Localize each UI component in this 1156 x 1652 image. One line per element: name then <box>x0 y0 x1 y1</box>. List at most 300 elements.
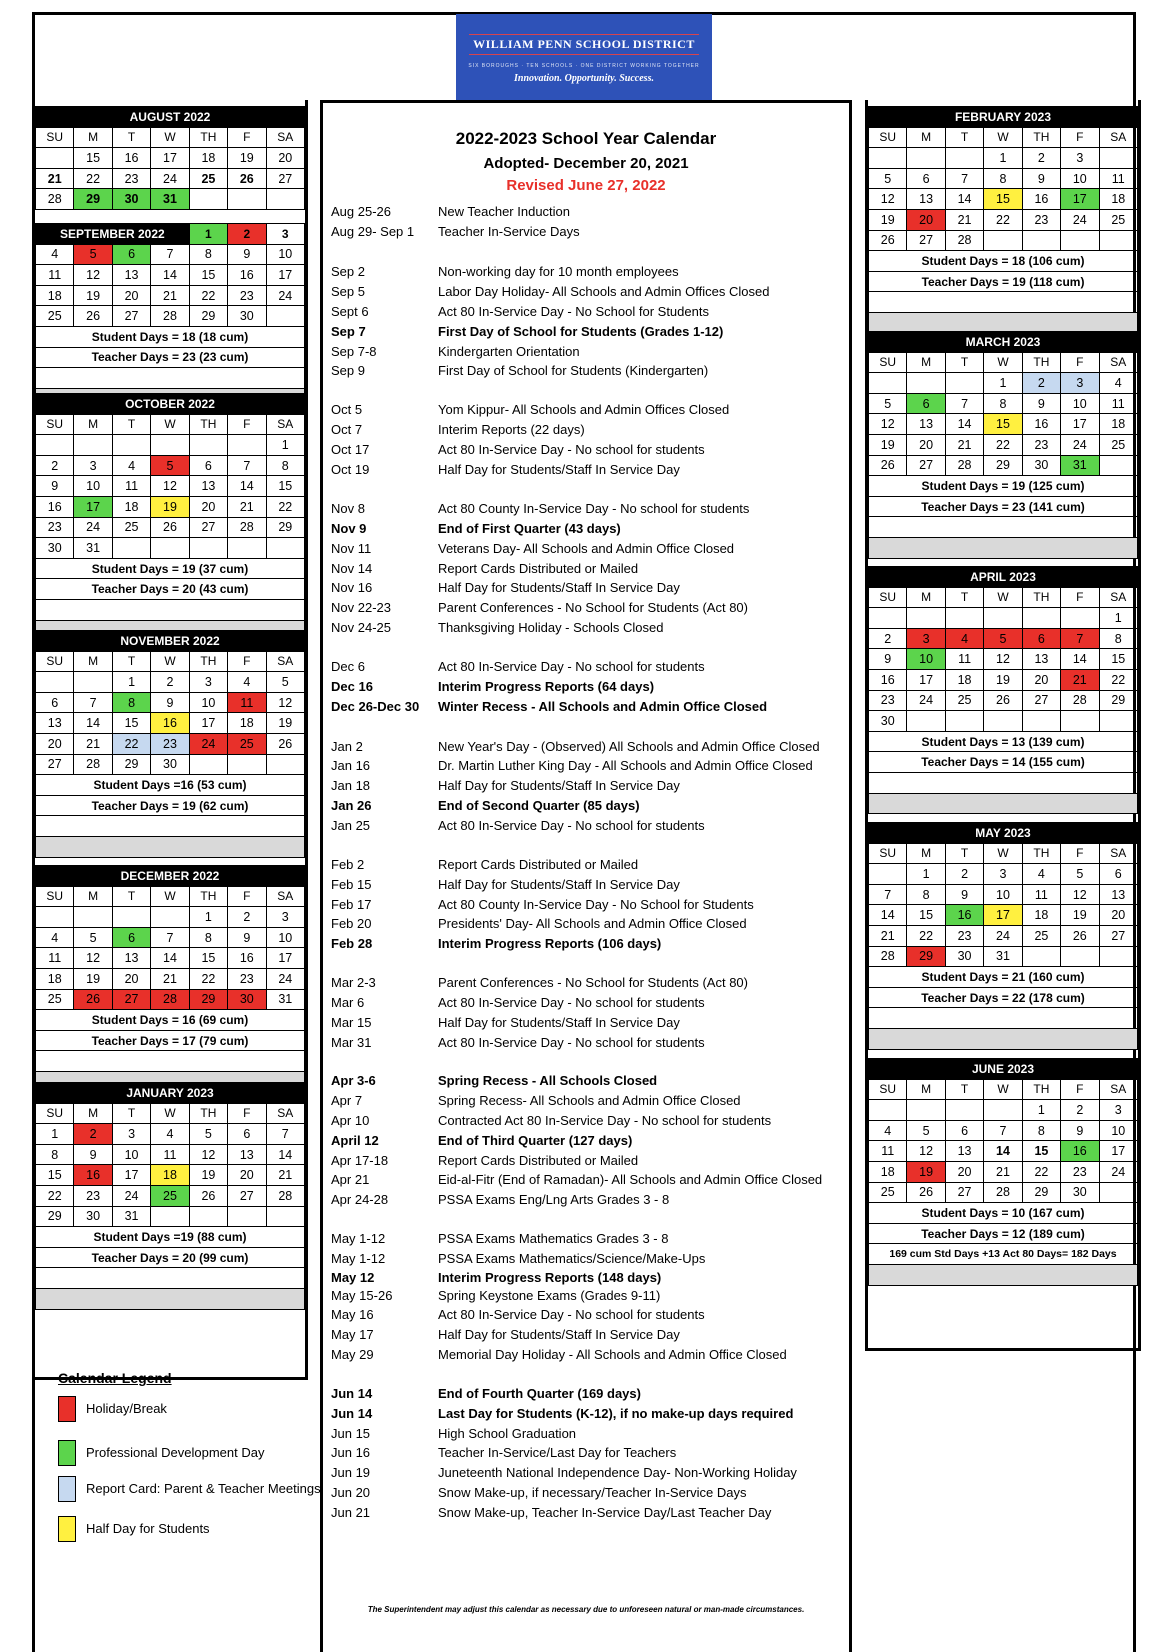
day-cell: 6 <box>907 168 945 189</box>
day-cell: 24 <box>1099 1161 1137 1182</box>
day-cell: 31 <box>266 989 304 1010</box>
event-date: Oct 17 <box>331 442 370 457</box>
day-cell <box>984 711 1022 732</box>
day-cell: 29 <box>266 517 304 538</box>
day-cell: 21 <box>266 1165 304 1186</box>
event-date: May 1-12 <box>331 1251 386 1266</box>
event-date: Jan 25 <box>331 818 371 833</box>
day-cell <box>228 754 266 775</box>
day-cell: 29 <box>1022 1182 1060 1203</box>
day-cell: 1 <box>189 224 227 245</box>
day-cell: 30 <box>1061 1182 1099 1203</box>
legend-label: Professional Development Day <box>86 1445 265 1460</box>
weekday-header: TH <box>189 651 227 672</box>
day-cell <box>189 538 227 559</box>
day-cell: 8 <box>189 927 227 948</box>
day-cell: 23 <box>112 168 150 189</box>
month-february-2023 <box>868 106 1138 334</box>
day-cell: 20 <box>1099 905 1137 926</box>
day-cell <box>869 1100 907 1121</box>
legend-swatch <box>58 1476 76 1502</box>
day-cell: 9 <box>1022 393 1060 414</box>
day-cell: 15 <box>984 189 1022 210</box>
event-date: Oct 19 <box>331 462 370 477</box>
day-cell: 31 <box>74 538 112 559</box>
day-cell: 24 <box>1061 209 1099 230</box>
day-cell: 18 <box>1099 189 1137 210</box>
weekday-header: SA <box>1099 127 1137 148</box>
event-description: Snow Make-up, Teacher In-Service Day/Last Teacher Day <box>438 1505 772 1520</box>
day-cell: 27 <box>1099 925 1137 946</box>
day-cell <box>266 1206 304 1227</box>
day-cell: 3 <box>1099 1100 1137 1121</box>
day-cell: 21 <box>151 968 189 989</box>
event-date: May 29 <box>331 1347 374 1362</box>
month-name: DECEMBER 2022 <box>36 866 305 887</box>
event-date: Feb 28 <box>331 936 373 951</box>
legend-label: Holiday/Break <box>86 1401 167 1416</box>
day-cell: 15 <box>1099 649 1137 670</box>
day-cell: 11 <box>1099 168 1137 189</box>
day-cell: 26 <box>1061 925 1099 946</box>
day-cell: 10 <box>112 1144 150 1165</box>
weekday-header: SA <box>1099 843 1137 864</box>
event-date: Oct 5 <box>331 402 363 417</box>
weekday-header: M <box>74 651 112 672</box>
event-description: Half Day for Students/Staff In Service Day <box>438 462 680 477</box>
event-description: Interim Progress Reports (64 days) <box>438 679 655 694</box>
weekday-header: W <box>151 1103 189 1124</box>
day-cell: 21 <box>1061 669 1099 690</box>
day-cell <box>36 672 74 693</box>
right-month-column <box>865 100 1141 1351</box>
day-cell <box>151 1206 189 1227</box>
event-description: Interim Progress Reports (148 days) <box>438 1270 662 1285</box>
event-date: Feb 17 <box>331 897 372 912</box>
day-cell: 3 <box>1061 373 1099 394</box>
day-cell: 8 <box>1099 628 1137 649</box>
day-cell: 8 <box>907 884 945 905</box>
day-cell: 17 <box>151 148 189 169</box>
legend-swatch <box>58 1440 76 1466</box>
day-cell: 1 <box>907 864 945 885</box>
event-date: Jan 16 <box>331 758 371 773</box>
event-description: End of Fourth Quarter (169 days) <box>438 1386 641 1401</box>
district-logo <box>456 14 712 100</box>
event-description: First Day of School for Students (Grades 1-12) <box>438 324 724 339</box>
weekday-header: TH <box>1022 1079 1060 1100</box>
weekday-header: T <box>112 1103 150 1124</box>
event-date: Nov 8 <box>331 501 365 516</box>
day-cell: 26 <box>151 517 189 538</box>
day-cell: 13 <box>228 1144 266 1165</box>
month-name: APRIL 2023 <box>869 567 1138 588</box>
event-description: Spring Recess - All Schools Closed <box>438 1073 658 1088</box>
day-cell: 11 <box>36 265 74 286</box>
day-cell: 2 <box>151 672 189 693</box>
revised-date: Revised June 27, 2022 <box>506 177 666 194</box>
day-cell: 7 <box>945 168 983 189</box>
day-cell: 28 <box>945 230 983 251</box>
student-days-total: Student Days = 10 (167 cum) <box>869 1203 1138 1224</box>
legend-label: Report Card: Parent & Teacher Meetings <box>86 1481 321 1496</box>
event-date: May 15-26 <box>331 1288 393 1303</box>
day-cell: 21 <box>228 496 266 517</box>
weekday-header: SU <box>36 651 74 672</box>
district-tagline: SIX BOROUGHS · TEN SCHOOLS · ONE DISTRICT WORKING TOGETHER <box>468 63 700 69</box>
month-may-2023 <box>868 822 1138 1050</box>
day-cell <box>1022 711 1060 732</box>
event-date: Dec 16 <box>331 679 373 694</box>
blank-row <box>869 1008 1138 1029</box>
day-cell: 31 <box>112 1206 150 1227</box>
weekday-header: M <box>74 886 112 907</box>
weekday-header: M <box>907 352 945 373</box>
day-cell: 14 <box>228 476 266 497</box>
day-cell: 26 <box>189 1185 227 1206</box>
event-date: May 12 <box>331 1270 375 1285</box>
day-cell: 17 <box>266 265 304 286</box>
event-description: Veterans Day- All Schools and Admin Office Closed <box>438 541 735 556</box>
day-cell: 24 <box>112 1185 150 1206</box>
day-cell: 8 <box>266 455 304 476</box>
weekday-header: W <box>151 414 189 435</box>
day-cell: 8 <box>112 692 150 713</box>
day-cell <box>869 608 907 629</box>
day-cell: 5 <box>189 1124 227 1145</box>
calendar-title: 2022-2023 School Year Calendar <box>455 129 717 148</box>
day-cell: 24 <box>266 968 304 989</box>
event-description: Report Cards Distributed or Mailed <box>438 857 639 872</box>
day-cell: 11 <box>36 948 74 969</box>
day-cell: 23 <box>1022 209 1060 230</box>
day-cell <box>1022 230 1060 251</box>
weekday-header: W <box>151 886 189 907</box>
day-cell: 5 <box>74 927 112 948</box>
day-cell: 12 <box>1061 884 1099 905</box>
event-date: May 16 <box>331 1307 374 1322</box>
day-cell: 8 <box>984 393 1022 414</box>
day-cell: 6 <box>36 692 74 713</box>
event-description: Half Day for Students/Staff In Service Day <box>438 1327 680 1342</box>
day-cell <box>228 538 266 559</box>
event-description: Parent Conferences - No School for Students (Act 80) <box>438 600 748 615</box>
day-cell: 18 <box>228 713 266 734</box>
event-date: Apr 24-28 <box>331 1192 389 1207</box>
day-cell: 25 <box>1022 925 1060 946</box>
day-cell: 20 <box>112 968 150 989</box>
teacher-days-total: Teacher Days = 23 (23 cum) <box>36 347 305 368</box>
day-cell: 14 <box>151 948 189 969</box>
day-cell: 7 <box>984 1120 1022 1141</box>
day-cell: 17 <box>189 713 227 734</box>
event-date: Jan 26 <box>331 798 372 813</box>
day-cell: 8 <box>189 244 227 265</box>
day-cell: 10 <box>1061 393 1099 414</box>
event-date: Jun 14 <box>331 1406 373 1421</box>
day-cell: 6 <box>189 455 227 476</box>
day-cell: 6 <box>1022 628 1060 649</box>
day-cell: 11 <box>945 649 983 670</box>
day-cell: 18 <box>36 968 74 989</box>
day-cell: 30 <box>869 711 907 732</box>
blank-row <box>36 1268 305 1289</box>
event-date: Dec 6 <box>331 659 365 674</box>
day-cell: 22 <box>984 209 1022 230</box>
event-date: May 1-12 <box>331 1231 386 1246</box>
student-days-total: Student Days = 18 (106 cum) <box>869 251 1138 272</box>
day-cell: 23 <box>74 1185 112 1206</box>
day-cell: 13 <box>907 414 945 435</box>
day-cell: 29 <box>189 306 227 327</box>
separator-row <box>869 793 1138 814</box>
day-cell: 18 <box>1022 905 1060 926</box>
weekday-header: F <box>1061 1079 1099 1100</box>
day-cell: 1 <box>1099 608 1137 629</box>
day-cell: 13 <box>189 476 227 497</box>
day-cell: 23 <box>228 285 266 306</box>
day-cell: 27 <box>266 168 304 189</box>
day-cell: 5 <box>984 628 1022 649</box>
day-cell: 7 <box>151 927 189 948</box>
total-days-summary: 169 cum Std Days +13 Act 80 Days= 182 Days <box>869 1244 1138 1265</box>
day-cell <box>1061 230 1099 251</box>
blank-row <box>36 599 305 620</box>
day-cell: 7 <box>869 884 907 905</box>
day-cell: 25 <box>945 690 983 711</box>
day-cell: 30 <box>228 306 266 327</box>
event-date: Jan 18 <box>331 778 371 793</box>
day-cell: 6 <box>907 393 945 414</box>
day-cell: 25 <box>228 733 266 754</box>
day-cell <box>36 435 74 456</box>
day-cell: 29 <box>112 754 150 775</box>
event-date: Mar 15 <box>331 1015 372 1030</box>
day-cell: 7 <box>74 692 112 713</box>
day-cell: 12 <box>869 414 907 435</box>
blank-row <box>36 368 305 389</box>
weekday-header: W <box>984 1079 1022 1100</box>
day-cell: 27 <box>907 455 945 476</box>
event-date: Apr 21 <box>331 1172 370 1187</box>
day-cell: 11 <box>1099 393 1137 414</box>
day-cell <box>945 373 983 394</box>
student-days-total: Student Days = 19 (125 cum) <box>869 476 1138 497</box>
event-description: Eid-al-Fitr (End of Ramadan)- All Schools and Admin Office Closed <box>438 1172 823 1187</box>
day-cell: 19 <box>984 669 1022 690</box>
separator-row <box>869 1264 1138 1285</box>
day-cell: 23 <box>36 517 74 538</box>
day-cell: 11 <box>869 1141 907 1162</box>
day-cell: 28 <box>1061 690 1099 711</box>
day-cell: 20 <box>1022 669 1060 690</box>
day-cell: 15 <box>112 713 150 734</box>
event-description: Act 80 County In-Service Day - No School for Students <box>438 897 754 912</box>
day-cell: 4 <box>1022 864 1060 885</box>
event-description: Half Day for Students/Staff In Service Day <box>438 778 680 793</box>
day-cell: 7 <box>1061 628 1099 649</box>
day-cell: 28 <box>74 754 112 775</box>
event-date: Oct 7 <box>331 422 363 437</box>
weekday-header: W <box>151 651 189 672</box>
day-cell: 22 <box>1099 669 1137 690</box>
event-description: End of First Quarter (43 days) <box>438 521 621 536</box>
day-cell <box>266 754 304 775</box>
event-date: Nov 11 <box>331 541 372 556</box>
day-cell: 8 <box>1022 1120 1060 1141</box>
weekday-header: F <box>1061 587 1099 608</box>
day-cell: 21 <box>74 733 112 754</box>
day-cell: 18 <box>869 1161 907 1182</box>
blank-row <box>869 517 1138 538</box>
day-cell: 23 <box>1022 434 1060 455</box>
student-days-total: Student Days = 21 (160 cum) <box>869 967 1138 988</box>
day-cell: 24 <box>1061 434 1099 455</box>
student-days-total: Student Days = 13 (139 cum) <box>869 731 1138 752</box>
weekday-header: SA <box>266 651 304 672</box>
day-cell: 4 <box>36 927 74 948</box>
event-date: Sept 6 <box>331 304 369 319</box>
weekday-header: TH <box>1022 127 1060 148</box>
day-cell: 6 <box>112 244 150 265</box>
weekday-header: F <box>228 127 266 148</box>
day-cell: 24 <box>984 925 1022 946</box>
day-cell: 16 <box>112 148 150 169</box>
day-cell: 8 <box>36 1144 74 1165</box>
weekday-header: TH <box>189 1103 227 1124</box>
day-cell: 28 <box>984 1182 1022 1203</box>
day-cell: 2 <box>1022 148 1060 169</box>
event-description: Non-working day for 10 month employees <box>438 264 679 279</box>
event-date: Apr 7 <box>331 1093 363 1108</box>
day-cell: 24 <box>74 517 112 538</box>
day-cell: 21 <box>945 434 983 455</box>
weekday-header: T <box>945 587 983 608</box>
day-cell: 17 <box>1099 1141 1137 1162</box>
event-description: New Year's Day - (Observed) All Schools and Admin Office Closed <box>438 739 820 754</box>
month-october-2022 <box>35 393 305 641</box>
event-description: End of Third Quarter (127 days) <box>438 1133 633 1148</box>
day-cell <box>907 711 945 732</box>
event-date: Nov 14 <box>331 561 373 576</box>
day-cell: 17 <box>74 496 112 517</box>
event-description: Act 80 In-Service Day - No school for students <box>438 659 705 674</box>
student-days-total: Student Days = 19 (37 cum) <box>36 558 305 579</box>
day-cell: 3 <box>112 1124 150 1145</box>
month-name: AUGUST 2022 <box>36 107 305 128</box>
event-description: Presidents' Day- All Schools and Admin Office Closed <box>438 916 747 931</box>
day-cell: 22 <box>74 168 112 189</box>
event-date: Mar 2-3 <box>331 975 376 990</box>
day-cell: 28 <box>36 189 74 210</box>
event-date: Jun 20 <box>331 1485 371 1500</box>
day-cell <box>907 608 945 629</box>
day-cell: 28 <box>228 517 266 538</box>
teacher-days-total: Teacher Days = 20 (43 cum) <box>36 579 305 600</box>
teacher-days-total: Teacher Days = 19 (118 cum) <box>869 271 1138 292</box>
weekday-header: M <box>907 587 945 608</box>
weekday-header: SU <box>869 127 907 148</box>
event-date: Feb 20 <box>331 916 372 931</box>
weekday-header: TH <box>189 414 227 435</box>
month-name: JUNE 2023 <box>869 1059 1138 1080</box>
weekday-header: W <box>984 587 1022 608</box>
weekday-header: W <box>151 127 189 148</box>
day-cell: 16 <box>1061 1141 1099 1162</box>
day-cell: 19 <box>74 968 112 989</box>
day-cell: 8 <box>984 168 1022 189</box>
day-cell: 29 <box>189 989 227 1010</box>
day-cell: 26 <box>984 690 1022 711</box>
day-cell: 24 <box>189 733 227 754</box>
day-cell <box>189 1206 227 1227</box>
day-cell: 5 <box>74 244 112 265</box>
day-cell: 3 <box>74 455 112 476</box>
day-cell: 13 <box>112 948 150 969</box>
day-cell: 1 <box>984 148 1022 169</box>
event-date: Apr 17-18 <box>331 1153 389 1168</box>
event-description: First Day of School for Students (Kindergarten) <box>438 363 709 378</box>
separator-row <box>869 1028 1138 1049</box>
event-description: Report Cards Distributed or Mailed <box>438 561 639 576</box>
weekday-header: SA <box>266 127 304 148</box>
day-cell: 9 <box>74 1144 112 1165</box>
month-name: JANUARY 2023 <box>36 1083 305 1104</box>
day-cell: 19 <box>266 713 304 734</box>
event-description: Spring Recess- All Schools and Admin Office Closed <box>438 1093 741 1108</box>
month-name: SEPTEMBER 2022 <box>36 224 190 245</box>
day-cell: 10 <box>1099 1120 1137 1141</box>
weekday-header: SU <box>36 1103 74 1124</box>
district-motto: Innovation. Opportunity. Success. <box>514 73 654 84</box>
weekday-header: T <box>945 127 983 148</box>
day-cell: 16 <box>228 265 266 286</box>
day-cell: 15 <box>189 265 227 286</box>
day-cell: 23 <box>151 733 189 754</box>
event-date: Nov 9 <box>331 521 367 536</box>
event-description: PSSA Exams Eng/Lng Arts Grades 3 - 8 <box>438 1192 670 1207</box>
day-cell <box>151 538 189 559</box>
event-description: Act 80 In-Service Day - No school for students <box>438 818 705 833</box>
day-cell: 22 <box>984 434 1022 455</box>
day-cell: 1 <box>266 435 304 456</box>
blank-row <box>869 292 1138 313</box>
day-cell: 15 <box>907 905 945 926</box>
event-date: Aug 25-26 <box>331 204 391 219</box>
day-cell: 12 <box>869 189 907 210</box>
day-cell: 12 <box>984 649 1022 670</box>
day-cell: 19 <box>869 434 907 455</box>
day-cell: 2 <box>945 864 983 885</box>
weekday-header: SA <box>266 1103 304 1124</box>
event-description: Act 80 In-Service Day - No School for Students <box>438 304 709 319</box>
day-cell: 30 <box>945 946 983 967</box>
day-cell: 6 <box>112 927 150 948</box>
day-cell <box>36 907 74 928</box>
day-cell: 6 <box>228 1124 266 1145</box>
day-cell: 4 <box>945 628 983 649</box>
weekday-header: T <box>945 843 983 864</box>
event-description: Teacher In-Service/Last Day for Teachers <box>438 1445 677 1460</box>
weekday-header: T <box>945 352 983 373</box>
legend-swatch <box>58 1396 76 1422</box>
month-september-2022 <box>35 223 305 409</box>
day-cell <box>945 148 983 169</box>
day-cell: 11 <box>228 692 266 713</box>
day-cell: 7 <box>266 1124 304 1145</box>
weekday-header: SU <box>869 587 907 608</box>
day-cell: 29 <box>907 946 945 967</box>
